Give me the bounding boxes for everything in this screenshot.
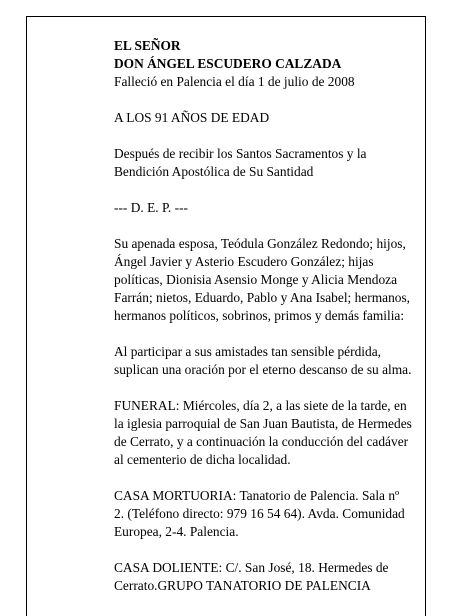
mortuary-line: CASA MORTUORIA: Tanatorio de Palencia. Sala nº — [114, 488, 400, 503]
funeral-line: de Cerrato, y a continuación la conducción del cadáver — [114, 434, 409, 449]
obituary-notice — [114, 37, 414, 613]
age-line: A LOS 91 AÑOS DE EDAD — [114, 110, 270, 125]
request-line: suplican una oración por el eterno descanso de su alma. — [114, 362, 412, 377]
family-line: Ángel Javier y Asterio Escudero González; hijas — [114, 254, 374, 269]
sacraments-block — [114, 145, 414, 181]
rip-line: --- D. E. P. --- — [114, 200, 189, 215]
request-block — [114, 343, 414, 379]
funeral-line: la iglesia parroquial de San Juan Bautista, de Hermedes — [114, 416, 412, 431]
deceased-name: DON ÁNGEL ESCUDERO CALZADA — [114, 56, 342, 71]
family-line: Farrán; nietos, Eduardo, Pablo y Ana Isabel; hermanos, — [114, 290, 411, 305]
mortuary-line: 2. (Teléfono directo: 979 16 54 64). Avda. Comunidad — [114, 506, 405, 521]
family-line: políticas, Dionisia Asensio Monge y Alicia Mendoza — [114, 272, 398, 287]
family-block — [114, 235, 414, 325]
funeral-line: al cementerio de dicha localidad. — [114, 452, 291, 467]
mortuary-line: Europea, 2-4. Palencia. — [114, 524, 239, 539]
funeral-block — [114, 397, 414, 469]
mourning-house-line: Cerrato.GRUPO TANATORIO DE PALENCIA — [114, 578, 371, 593]
mourning-house-block — [114, 559, 414, 595]
family-line: hermanos políticos, sobrinos, primos y demás familia: — [114, 308, 405, 323]
family-line: Su apenada esposa, Teódula González Redondo; hijos, — [114, 236, 406, 251]
death-date-line: Falleció en Palencia el día 1 de julio de 2008 — [114, 74, 355, 89]
mourning-house-line: CASA DOLIENTE: C/. San José, 18. Hermedes de — [114, 560, 389, 575]
header-block — [114, 37, 414, 91]
sacraments-line: Después de recibir los Santos Sacramentos y la — [114, 146, 367, 161]
request-line: Al participar a sus amistades tan sensible pérdida, — [114, 344, 381, 359]
mortuary-block — [114, 487, 414, 541]
sacraments-line: Bendición Apostólica de Su Santidad — [114, 164, 314, 179]
deceased-title: EL SEÑOR — [114, 38, 181, 53]
funeral-line: FUNERAL: Miércoles, día 2, a las siete de la tarde, en — [114, 398, 407, 413]
age-block — [114, 109, 414, 127]
rip-block — [114, 199, 414, 217]
